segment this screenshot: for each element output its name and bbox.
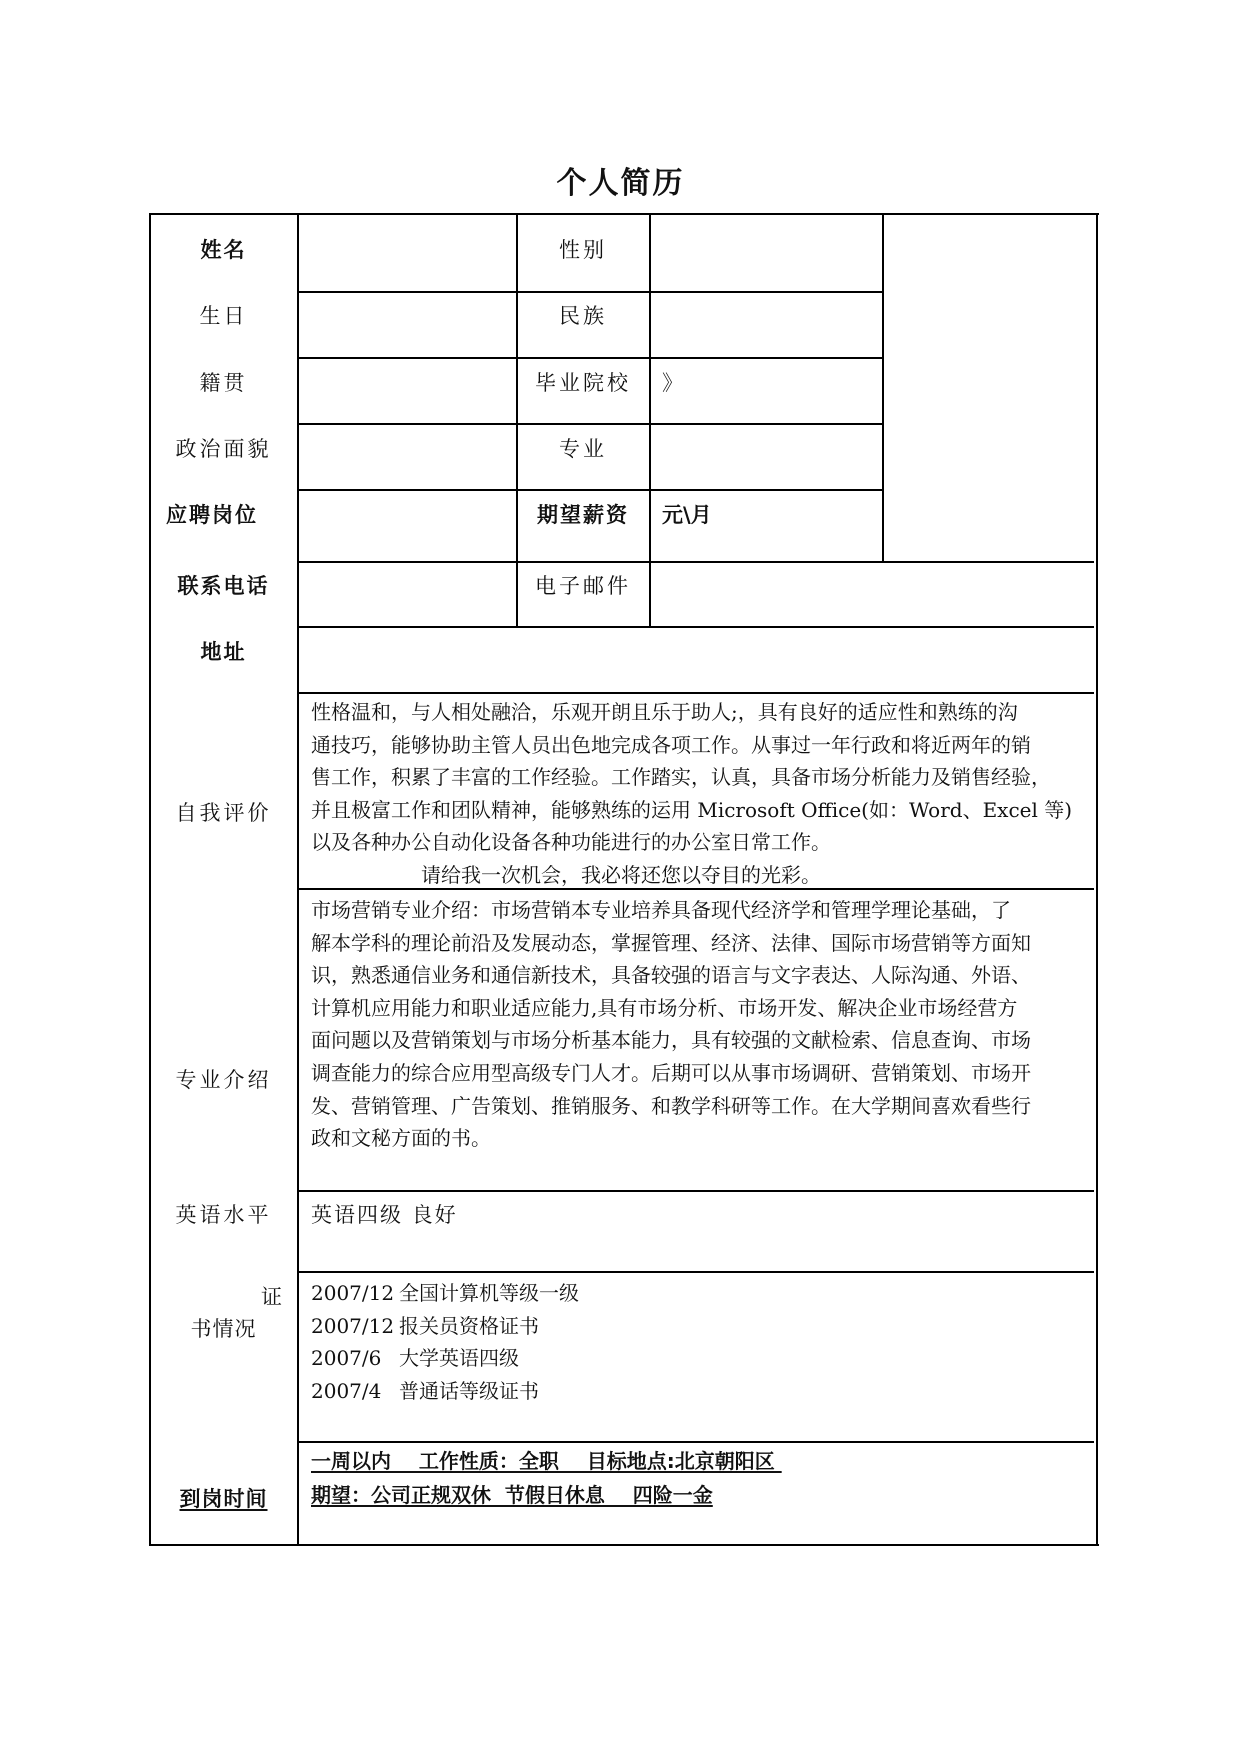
label-ethnicity: 民族 [559,304,607,328]
certificate-list [311,1277,579,1407]
cert-date: 2007/12 [311,1313,395,1338]
label-major: 专业 [559,437,607,461]
cert-name: 大学英语四级 [399,1346,519,1370]
table-rule [297,423,883,425]
list-item [311,1277,579,1310]
field-school: 》 [662,371,683,395]
label-hometown: 籍贯 [199,371,248,395]
table-column-divider [516,213,518,627]
text-line: 并且极富工作和团队精神，能够熟练的运用 Microsoft Office(如：Word、Excel 等) [311,797,1073,822]
label-certificates-b: 书情况 [190,1317,257,1341]
cert-date: 2007/12 [311,1281,395,1305]
label-email: 电子邮件 [535,574,631,598]
text-line: 调查能力的综合应用型高级专门人才。后期可以从事市场调研、营销策划、市场开 [311,1060,1031,1085]
text-line: 请给我一次机会，我必将还您以夺目的光彩。 [421,862,821,887]
table-border-right [1096,213,1098,1546]
table-rule [297,1271,1094,1273]
label-certificates-a: 证 [261,1285,285,1309]
cert-name: 报关员资格证书 [399,1313,539,1338]
label-name: 姓名 [200,238,247,262]
photo-box-border [882,213,884,562]
label-arrival-time: 到岗时间 [179,1487,268,1511]
table-rule [297,626,1094,628]
cert-date: 2007/6 [311,1346,382,1370]
label-english-level: 英语水平 [175,1203,272,1227]
cert-name: 普通话等级证书 [399,1378,539,1403]
label-position: 应聘岗位 [166,503,258,527]
text-line: 一周以内 工作性质：全职 目标地点:北京朝阳区 [311,1449,782,1473]
table-rule [297,1190,1094,1192]
text-line: 售工作，积累了丰富的工作经验。工作踏实，认真，具备市场分析能力及销售经验， [311,765,1051,790]
field-english-level: 英语四级 良好 [311,1203,458,1227]
text-line: 性格温和，与人相处融洽，乐观开朗且乐于助人;，具有良好的适应性和熟练的沟 [311,700,1018,724]
table-rule [149,1544,1099,1546]
table-column-divider [649,213,651,627]
table-rule [297,692,1094,694]
cert-date: 2007/4 [311,1378,382,1403]
table-column-divider [297,213,299,1546]
text-line: 期望：公司正规双休 节假日休息 四险一金 [311,1483,713,1507]
list-item [311,1342,579,1375]
major-intro-text [311,894,1086,1155]
label-phone: 联系电话 [177,574,270,598]
page-title: 个人简历 [556,166,685,201]
list-item [311,1375,579,1408]
table-rule [149,213,1099,215]
text-line: 以及各种办公自动化设备各种功能进行的办公室日常工作。 [311,830,831,855]
text-line: 解本学科的理论前沿及发展动态，掌握管理、经济、法律、国际市场营销等方面知 [311,930,1031,955]
field-salary: 元\月 [662,503,712,527]
list-item [311,1310,579,1343]
label-school: 毕业院校 [535,371,631,395]
text-line: 市场营销专业介绍：市场营销本专业培养具备现代经济学和管理学理论基础，了 [311,898,1011,922]
table-rule [297,291,883,293]
arrival-details [311,1444,782,1512]
table-rule [297,357,883,359]
cert-name: 全国计算机等级一级 [399,1281,579,1305]
text-line: 通技巧，能够协助主管人员出色地完成各项工作。从事过一年行政和将近两年的销 [311,732,1031,757]
label-salary: 期望薪资 [537,503,629,527]
text-line: 政和文秘方面的书。 [311,1126,491,1151]
text-line: 计算机应用能力和职业适应能力,具有市场分析、市场开发、解决企业市场经营方 [311,995,1018,1020]
table-border-left [149,213,151,1546]
text-line: 识，熟悉通信业务和通信新技术，具备较强的语言与文字表达、人际沟通、外语、 [311,963,1031,988]
label-self-evaluation: 自我评价 [175,801,272,825]
table-rule [297,1441,1094,1443]
table-rule [297,561,1094,563]
label-political: 政治面貌 [175,437,272,461]
text-line: 面问题以及营销策划与市场分析基本能力，具有较强的文献检索、信息查询、市场 [311,1028,1031,1053]
label-address: 地址 [200,640,247,664]
text-line: 发、营销管理、广告策划、推销服务、和教学科研等工作。在大学期间喜欢看些行 [311,1093,1031,1118]
table-rule [297,489,883,491]
label-birthday: 生日 [199,304,248,328]
label-gender: 性别 [559,238,607,262]
label-major-intro: 专业介绍 [175,1068,272,1092]
self-evaluation-text [311,696,1086,892]
